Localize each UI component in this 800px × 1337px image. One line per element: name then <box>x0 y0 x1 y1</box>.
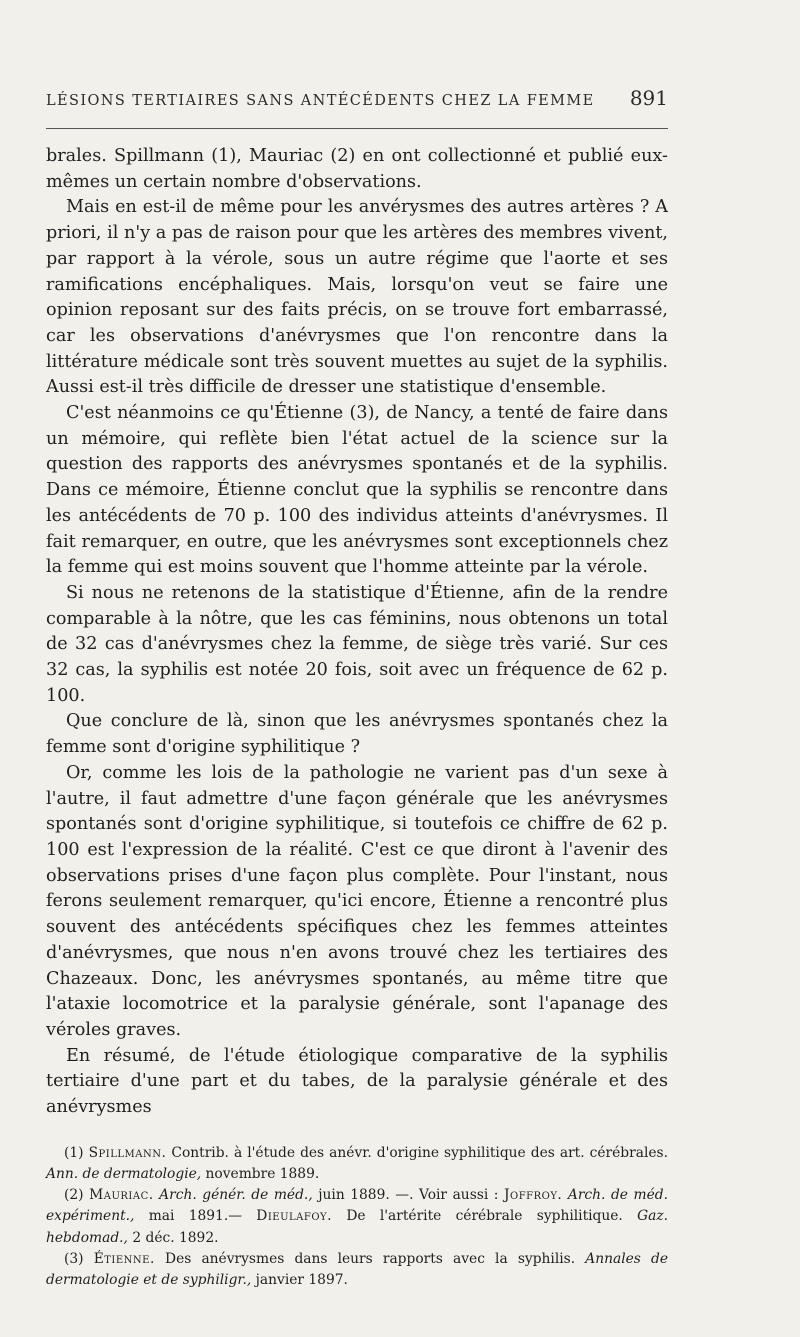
footnote-2-author-1: Mauriac. <box>89 1187 154 1204</box>
footnote-2-mark: (2) <box>64 1187 84 1204</box>
footnote-2-author-2: Joffroy. <box>504 1187 563 1204</box>
paragraph-4: Si nous ne retenons de la statistique d'Étienne, afin de la rendre comparable à la nôtre, que les cas féminins, nous obtenons un total de 32 cas d'anévrysmes chez la femme, de siège très varié. Sur ces 32 cas, la syphilis est notée 20 fois, soit avec un fréquence de 62 p. 100. <box>46 582 668 706</box>
footnote-2-text-1: juin 1889. —. Voir aussi : <box>312 1187 504 1204</box>
footnote-3-mark: (3) <box>64 1250 84 1267</box>
paragraph-3: C'est néanmoins ce qu'Étienne (3), de Nancy, a tenté de faire dans un mémoire, qui reflète bien l'état actuel de la science sur la question des rapports des anévrysmes spontanés et de la syphilis. Dans ce mémoire, Étienne conclut que la syphilis se rencontre dans les antécédents de 70 p. 100 des individus atteints d'anévrysmes. Il fait remarquer, en outre, que les anévrysmes sont exceptionnels chez la femme qui est moins souvent que l'homme atteinte par la vérole. <box>46 403 668 578</box>
footnote-3-author: Étienne. <box>93 1250 155 1267</box>
paragraph-5: Que conclure de là, sinon que les anévrysmes spontanés chez la femme sont d'origine syphilitique ? <box>46 711 668 758</box>
footnote-1-date: novembre 1889. <box>201 1165 320 1182</box>
footnote-2-text-2: mai 1891.— <box>134 1208 257 1225</box>
paragraph-1: brales. Spillmann (1), Mauriac (2) en ont collectionné et publié eux-mêmes un certain nombre d'observations. <box>46 146 668 192</box>
footnote-1-text: Contrib. à l'étude des anévr. d'origine syphilitique des art. cérébrales. <box>166 1144 668 1161</box>
book-page <box>46 86 668 1291</box>
header-rule <box>46 128 668 129</box>
footnote-1 <box>46 1143 668 1185</box>
paragraph-2: Mais en est-il de même pour les anvérysmes des autres artères ? A priori, il n'y a pas de raison pour que les artères des membres vivent, par rapport à la vérole, sous un autre régime que l'aorte et ses ramifications encéphaliques. Mais, lorsqu'on veut se faire une opinion reposant sur des faits précis, on se trouve fort embarrassé, car les observations d'anévrysmes que l'on rencontre dans la littérature médicale sont très souvent muettes au sujet de la syphilis. Aussi est-il très difficile de dresser une statistique d'ensemble. <box>46 197 668 398</box>
footnote-2-journal-1: Arch. génér. de méd., <box>153 1187 313 1204</box>
running-title: LÉSIONS TERTIAIRES SANS ANTÉCÉDENTS CHEZ LA FEMME <box>46 93 595 109</box>
footnote-3-date: janvier 1897. <box>251 1271 348 1288</box>
footnote-2-author-3: Dieulafoy. <box>256 1208 333 1225</box>
paragraph-7: En résumé, de l'étude étiologique comparative de la syphilis tertiaire d'une part et du tabes, de la paralysie générale et des anévrysmes <box>46 1045 668 1118</box>
footnote-2 <box>46 1185 668 1249</box>
running-header <box>46 86 668 116</box>
body-text <box>46 144 668 1121</box>
page-number: 891 <box>629 86 668 110</box>
footnote-2-text-3: De l'artérite cérébrale syphilitique. <box>332 1208 638 1225</box>
footnote-2-journal-2: Arch. de méd. expériment., <box>46 1187 668 1225</box>
footnote-2-text-4: 2 déc. 1892. <box>127 1229 219 1246</box>
footnote-1-journal: Ann. de dermatologie, <box>46 1165 202 1182</box>
paragraph-6: Or, comme les lois de la pathologie ne varient pas d'un sexe à l'autre, il faut admettre d'une façon générale que les anévrysmes spontanés sont d'origine syphilitique, si toutefois ce chiffre de 62 p. 100 est l'expression de la réalité. C'est ce que diront à l'avenir des observations prises d'une façon plus complète. Pour l'instant, nous ferons seulement remarquer, qu'ici encore, Étienne a rencontré plus souvent des antécédents spécifiques chez les femmes atteintes d'anévrysmes, que nous n'en avons trouvé chez les tertiaires des Chazeaux. Donc, les anévrysmes spontanés, au même titre que l'ataxie locomotrice et la paralysie générale, sont l'apanage des véroles graves. <box>46 762 668 1040</box>
footnote-1-mark: (1) <box>64 1144 84 1161</box>
footnote-2-journal-3: Gaz. hebdomad., <box>46 1208 668 1246</box>
footnotes <box>46 1143 668 1291</box>
footnote-3 <box>46 1249 668 1291</box>
footnote-1-author: Spillmann. <box>88 1144 167 1161</box>
footnote-3-journal: Annales de dermatologie et de syphiligr., <box>46 1250 668 1288</box>
footnote-3-text: Des anévrysmes dans leurs rapports avec la syphilis. <box>154 1250 586 1267</box>
